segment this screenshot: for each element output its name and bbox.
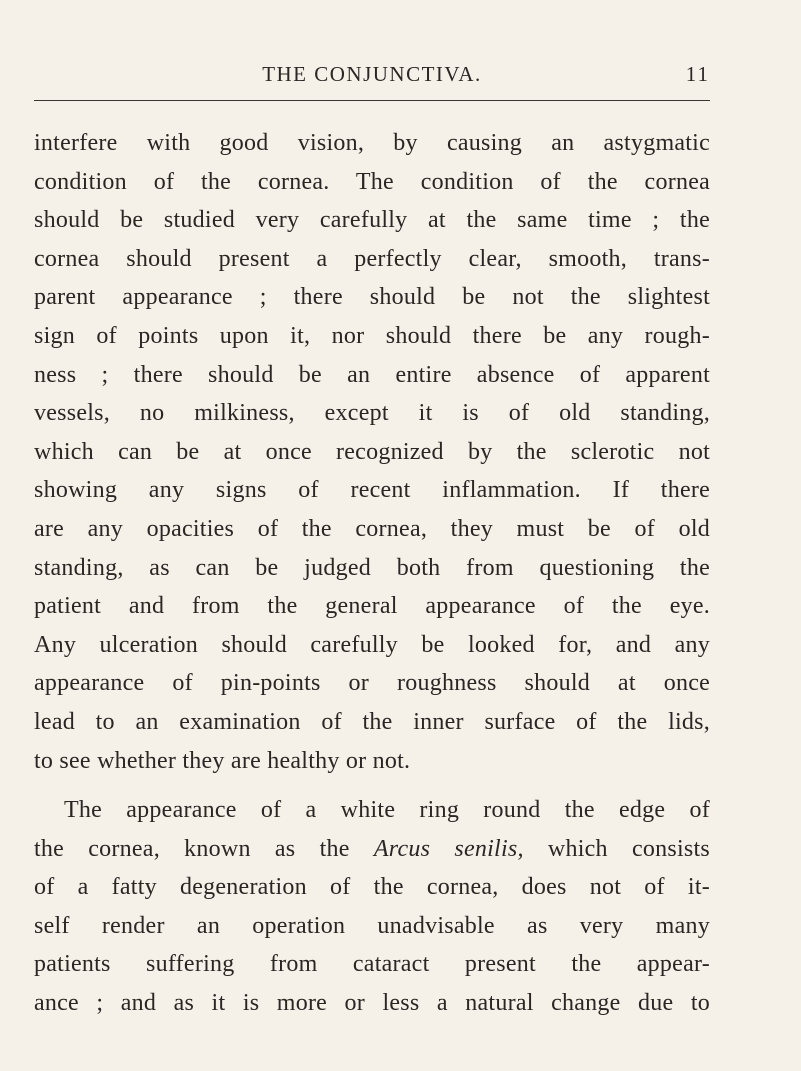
text-line: vessels, no milkiness, except it is of old standing, [34, 400, 710, 427]
text-line: patient and from the general appearance of the eye. [34, 593, 710, 620]
text-line: patients suffering from cataract present the appear- [34, 951, 710, 978]
text-line: cornea should present a perfectly clear, smooth, trans- [34, 245, 710, 272]
text-line: parent appearance ; there should be not the slightest [34, 284, 710, 311]
text-line: appearance of pin-points or roughness should at once [34, 670, 710, 697]
text-line: condition of the cornea. The condition of the cornea [34, 168, 710, 195]
text-line: sign of points upon it, nor should there be any rough- [34, 322, 710, 349]
text-line: to see whether they are healthy or not. [34, 747, 411, 774]
text-line: self render an operation unadvisable as very many [34, 912, 710, 939]
text-run: which consists [523, 835, 710, 862]
text-line: of a fatty degeneration of the cornea, does not of it- [34, 874, 710, 901]
text-line: standing, as can be judged both from questioning the [34, 554, 710, 581]
text-line: interfere with good vision, by causing an astygmatic [34, 130, 710, 156]
text-line: are any opacities of the cornea, they must be of old [34, 515, 710, 542]
text-line: ness ; there should be an entire absence of apparent [34, 361, 710, 388]
running-head [34, 58, 710, 90]
text-line: ance ; and as it is more or less a natural change due to [34, 990, 710, 1017]
text-run: the cornea, known as the [34, 835, 374, 862]
text-line: Any ulceration should carefully be looked for, and any [34, 631, 710, 658]
italic-term: Arcus senilis, [373, 835, 524, 862]
body-text [34, 124, 710, 1023]
paragraph-gap [34, 780, 710, 791]
running-title: THE CONJUNCTIVA. [262, 62, 482, 86]
text-line: which can be at once recognized by the sclerotic not [34, 438, 710, 465]
text-line: The appearance of a white ring round the edge of [64, 797, 710, 824]
text-line: lead to an examination of the inner surface of the lids, [34, 708, 710, 735]
paragraph-2 [34, 791, 710, 1023]
text-line: should be studied very carefully at the same time ; the [34, 207, 710, 234]
page-number: 11 [685, 62, 710, 86]
header-rule [34, 100, 710, 101]
text-line [34, 830, 710, 869]
text-line: showing any signs of recent inflammation. If there [34, 477, 710, 504]
paragraph-1 [34, 124, 710, 780]
